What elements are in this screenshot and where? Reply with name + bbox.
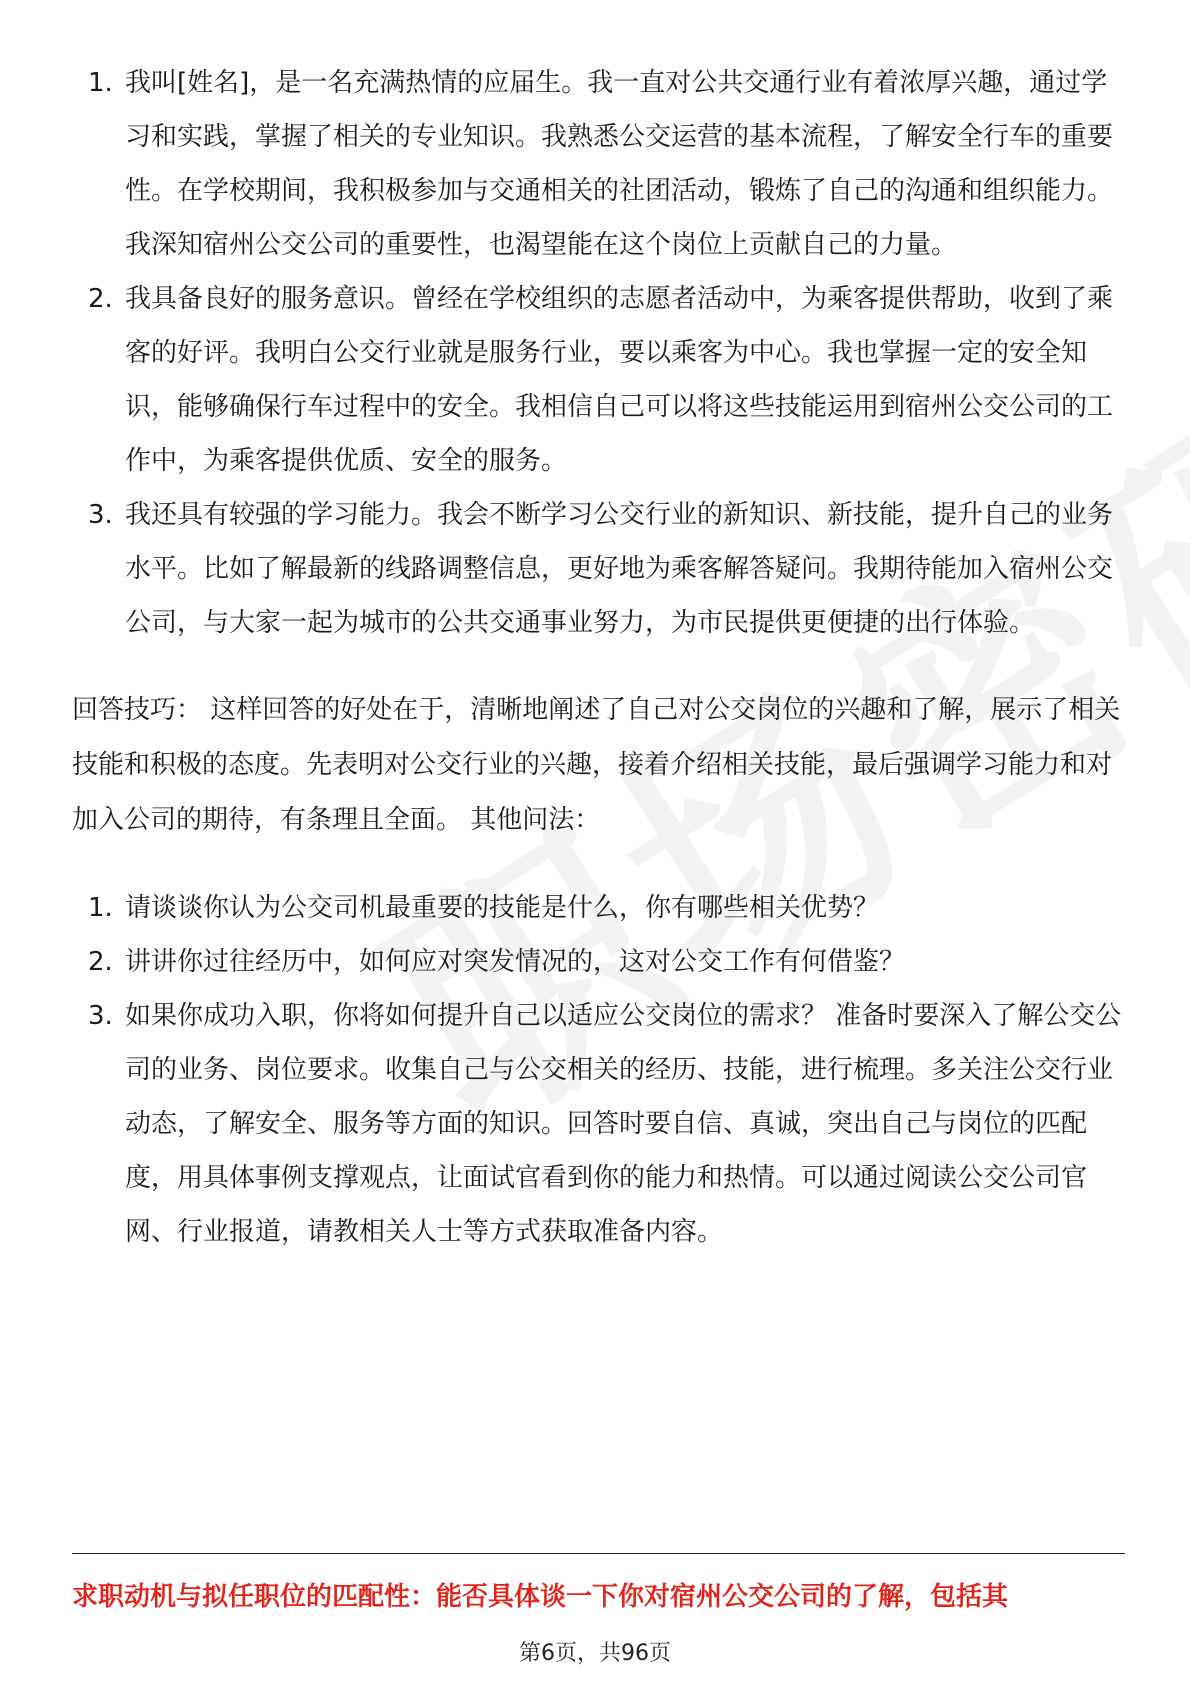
- page-content: [72, 56, 1122, 1259]
- list-number: 3.: [88, 1001, 113, 1031]
- list-number: 3.: [88, 500, 113, 530]
- list-item: [72, 935, 1122, 989]
- list-item: [72, 881, 1122, 935]
- page-footer: 第6页，共96页: [519, 1641, 671, 1666]
- list-number: 1.: [88, 68, 113, 98]
- answer-list: [72, 56, 1122, 650]
- answer-tips: 回答技巧： 这样回答的好处在于，清晰地阐述了自己对公交岗位的兴趣和了解，展示了相关技能和积极的态度。先表明对公交行业的兴趣，接着介绍相关技能，最后强调学习能力和对加入公司的期待，有条理且全面。 其他问法：: [72, 695, 1121, 835]
- list-text: 如果你成功入职，你将如何提升自己以适应公交岗位的需求？ 准备时要深入了解公交公司的业务、岗位要求。收集自己与公交相关的经历、技能，进行梳理。多关注公交行业动态，了解安全、服务等方面的知识。回答时要自信、真诚，突出自己与岗位的匹配度，用具体事例支撑观点，让面试官看到你的能力和热情。可以通过阅读公交公司官网、行业报道，请教相关人士等方式获取准备内容。: [125, 1001, 1122, 1247]
- other-questions-list: [72, 881, 1122, 1259]
- list-text: 请谈谈你认为公交司机最重要的技能是什么，你有哪些相关优势？: [125, 893, 880, 923]
- list-item: [72, 488, 1122, 650]
- next-question-heading: 求职动机与拟任职位的匹配性：能否具体谈一下你对宿州公交公司的了解，包括其: [72, 1582, 1009, 1612]
- list-text: 讲讲你过往经历中，如何应对突发情况的，这对公交工作有何借鉴？: [125, 947, 906, 977]
- list-number: 1.: [88, 893, 113, 923]
- list-number: 2.: [88, 947, 113, 977]
- section-divider: [72, 1553, 1125, 1554]
- list-text: 我叫[姓名]，是一名充满热情的应届生。我一直对公共交通行业有着浓厚兴趣，通过学习和实践，掌握了相关的专业知识。我熟悉公交运营的基本流程，了解安全行车的重要性。在学校期间，我积极参加与交通相关的社团活动，锻炼了自己的沟通和组织能力。我深知宿州公交公司的重要性，也渴望能在这个岗位上贡献自己的力量。: [125, 68, 1114, 260]
- list-text: 我还具有较强的学习能力。我会不断学习公交行业的新知识、新技能，提升自己的业务水平。比如了解最新的线路调整信息，更好地为乘客解答疑问。我期待能加入宿州公交公司，与大家一起为城市的公共交通事业努力，为市民提供更便捷的出行体验。: [125, 500, 1114, 638]
- list-number: 2.: [88, 284, 113, 314]
- list-item: [72, 56, 1122, 272]
- list-text: 我具备良好的服务意识。曾经在学校组织的志愿者活动中，为乘客提供帮助，收到了乘客的好评。我明白公交行业就是服务行业，要以乘客为中心。我也掌握一定的安全知识，能够确保行车过程中的安全。我相信自己可以将这些技能运用到宿州公交公司的工作中，为乘客提供优质、安全的服务。: [125, 284, 1114, 476]
- list-item: [72, 272, 1122, 488]
- list-item: [72, 989, 1122, 1259]
